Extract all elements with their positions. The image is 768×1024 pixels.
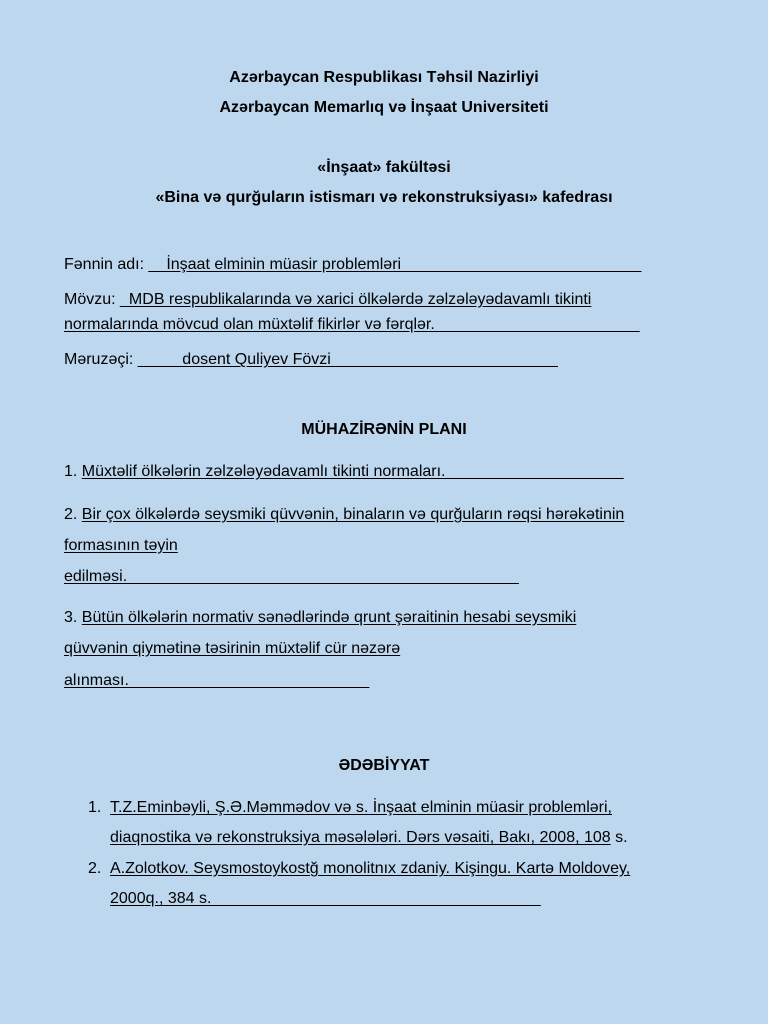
plan-item-2-number: 2.: [64, 506, 82, 523]
plan-title: MÜHAZİRƏNİN PLANI: [301, 421, 467, 438]
speaker-line: [64, 351, 558, 369]
speaker-label: Məruzəçi:: [64, 351, 134, 368]
subject-label: Fənnin adı:: [64, 256, 145, 273]
plan-item-1: [64, 463, 623, 481]
speaker-value: _____dosent Quliyev Fövzi _________________________: [137, 351, 558, 368]
reference-2-number: 2.: [88, 860, 102, 877]
plan-item-3-text-line1: Bütün ölkələrin normativ sənədlərində qrunt şəraitinin hesabi seysmiki: [81, 609, 577, 626]
plan-item-3-text-line2: qüvvənin qiymətinə təsirinin müxtəlif cür nəzərə: [64, 640, 401, 657]
plan-item-3-number: 3.: [64, 609, 82, 626]
reference-1-line2: diaqnostika və rekonstruksiya məsələləri. Dərs vəsaiti, Bakı, 2008, 108: [110, 829, 611, 846]
topic-value-line1: _MDB respublikalarında və xarici ölkələrdə zəlzələyədavamlı tikinti: [120, 291, 592, 308]
plan-item-3: [64, 609, 576, 627]
reference-2-line2: 2000q., 384 s.: [110, 890, 212, 907]
ministry-title: Azərbaycan Rеspublikası Təhsil Nazirliyi: [229, 69, 539, 86]
plan-item-3-text-line3: alınması.___________________________: [64, 672, 370, 689]
reference-1-line2-wrap: [110, 829, 628, 847]
faculty-title: «İnşaat» fakültəsi: [317, 159, 451, 176]
topic-line: [64, 291, 591, 309]
references-title: ƏDƏBİYYAT: [338, 757, 430, 774]
plan-item-1-number: 1.: [64, 463, 82, 480]
topic-label: Mövzu:: [64, 291, 116, 308]
subject-line: [64, 256, 641, 274]
reference-1-line1: T.Z.Eminbəyli, Ş.Ə.Məmmədov və s. İnşaat elminin müasir problemləri,: [110, 799, 612, 816]
reference-2-tail: _____________________________________: [211, 890, 541, 907]
department-title: «Bina və qurğuların istismarı və rеkonstruksiyası» kafеdrası: [155, 189, 613, 206]
plan-item-1-text: Müxtəlif ölkələrin zəlzələyədavamlı tikinti normaları.____________________: [81, 463, 624, 480]
reference-2-line2-wrap: [110, 890, 541, 908]
reference-1-number: 1.: [88, 799, 102, 816]
plan-item-2-text-line3: edilməsi.____________________________________________: [64, 568, 519, 585]
subject-value: __İnşaat elminin müasir problemləri___________________________: [148, 256, 642, 273]
topic-value-line2: normalarında mövcud olan müxtəlif fikirlər və fərqlər._______________________: [64, 316, 640, 333]
plan-item-2: [64, 506, 624, 524]
reference-1-tail: s.: [610, 829, 628, 846]
university-title: Azərbaycan Mеmarlıq və İnşaat Univеrsitеti: [219, 99, 549, 116]
plan-item-2-text-line2: formasının təyin: [64, 537, 178, 554]
plan-item-2-text-line1: Bir çox ölkələrdə seysmiki qüvvənin, binaların və qurğuların rəqsi hərəkətinin: [81, 506, 625, 523]
reference-2-line1: A.Zolotkov. Seysmostoykostğ monolitnıx zdaniy. Kişingu. Kartə Moldovey,: [110, 860, 631, 877]
